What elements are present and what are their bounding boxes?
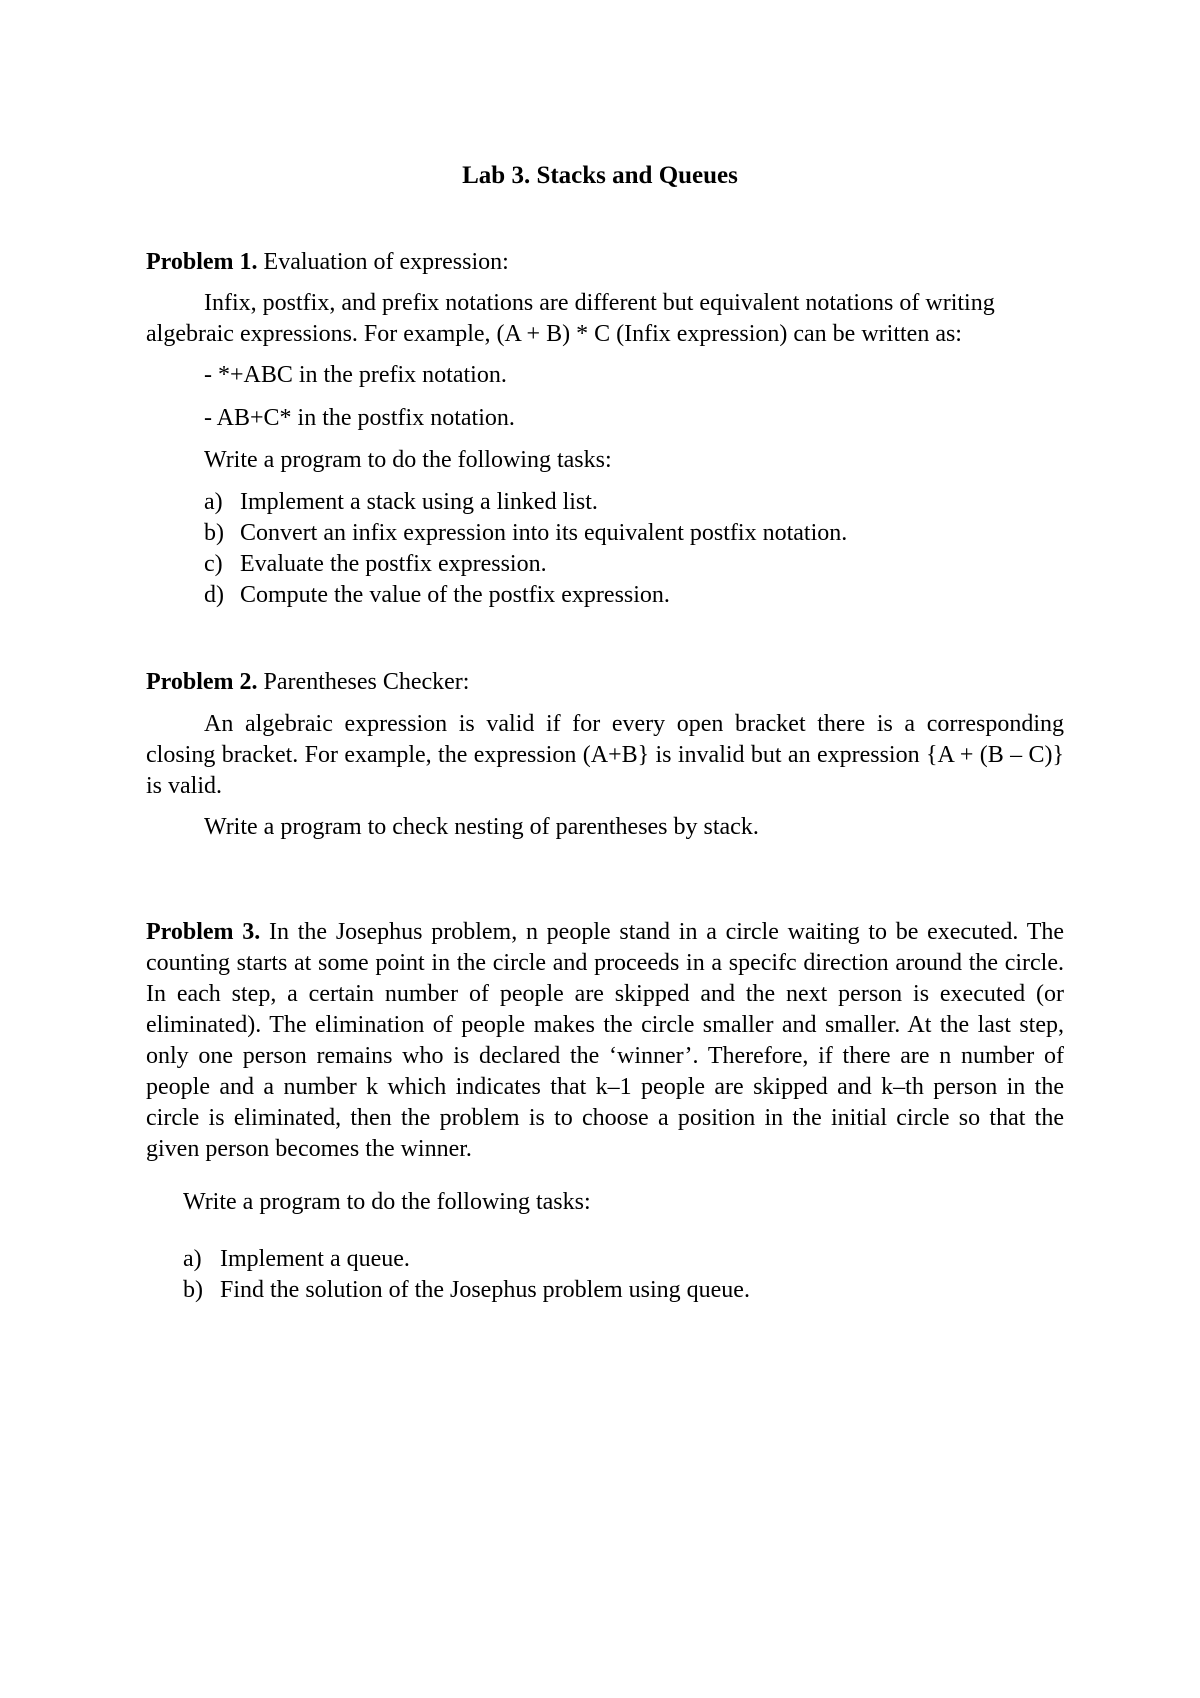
problem-2-label: Problem 2.: [146, 669, 258, 695]
list-item-text: Find the solution of the Josephus problem using queue.: [220, 1277, 750, 1303]
problem-2-task-block: [146, 812, 1064, 843]
list-item-text: Convert an infix expression into its equivalent postfix notation.: [240, 520, 848, 546]
problem-1-label: Problem 1.: [146, 249, 258, 275]
problem-3-task-list-block: [146, 1244, 1064, 1306]
list-item-text: Implement a queue.: [220, 1246, 410, 1272]
problem-1-task-intro-block: [146, 445, 1064, 476]
list-item: [146, 1244, 1064, 1275]
list-marker: a): [183, 1246, 202, 1272]
list-item-text: Implement a stack using a linked list.: [240, 489, 598, 515]
problem-1-title: Evaluation of expression:: [263, 249, 509, 275]
problem-3-task-list: [146, 1244, 1064, 1306]
problem-1-postfix-example: - AB+C* in the postfix notation.: [204, 405, 515, 431]
list-item: [146, 1275, 1064, 1306]
list-item: [146, 580, 1064, 611]
problem-2-section: [146, 667, 1064, 698]
problem-3-task-intro: Write a program to do the following tasks:: [183, 1189, 591, 1215]
problem-3-section: [146, 917, 1064, 1165]
problem-1-intro-line-1: Infix, postfix, and prefix notations are different but equivalent notations of writing: [204, 290, 995, 316]
list-item-text: Compute the value of the postfix expression.: [240, 582, 670, 608]
problem-2-title: Parentheses Checker:: [263, 669, 470, 695]
problem-1-task-list-block: [146, 487, 1064, 611]
problem-3-text: In the Josephus problem, n people stand in a circle waiting to be executed. The counting starts at some point in the circle and proceeds in a specifc direction around the circle. In each step, a certain number of people are skipped and the next person is executed (or eliminated). The elimination of people makes the circle smaller and smaller. At the last step, only one person remains who is declared the ‘winner’. Therefore, if there are n number of people and a number k which indicates that k–1 people are skipped and k–th person in the circle is eliminated, then the problem is to choose a position in the initial circle so that the given person becomes the winner.: [146, 919, 1065, 1162]
problem-1-postfix-example-block: [146, 403, 1064, 434]
problem-1-prefix-example-block: [146, 360, 1064, 391]
list-marker: b): [183, 1277, 203, 1303]
problem-1-prefix-example: - *+ABC in the prefix notation.: [204, 362, 507, 388]
problem-2-body-block: [146, 709, 1064, 802]
list-item: [146, 518, 1064, 549]
list-marker: c): [204, 551, 223, 577]
list-marker: b): [204, 520, 224, 546]
problem-3-body: [146, 917, 1064, 1165]
list-item-text: Evaluate the postfix expression.: [240, 551, 547, 577]
list-item: [146, 549, 1064, 580]
list-item: [146, 487, 1064, 518]
problem-3-label: Problem 3.: [146, 919, 261, 945]
problem-3-task-intro-block: [146, 1187, 1064, 1218]
page-title: Lab 3. Stacks and Queues: [462, 162, 738, 189]
list-marker: d): [204, 582, 224, 608]
problem-1-intro: [146, 288, 1064, 350]
problem-2-heading: [146, 667, 1064, 698]
problem-2-body: An algebraic expression is valid if for every open bracket there is a corresponding closing bracket. For example, the expression (A+B} is invalid but an expression {A + (B – C)} is valid.: [146, 711, 1064, 799]
problem-1-intro-line-2: algebraic expressions. For example, (A + B) * C (Infix expression) can be written as:: [146, 321, 962, 347]
problem-1-task-intro: Write a program to do the following tasks:: [204, 447, 612, 473]
problem-2-task: Write a program to check nesting of parentheses by stack.: [204, 814, 759, 840]
list-marker: a): [204, 489, 223, 515]
problem-1-section: [146, 247, 1064, 278]
problem-1-task-list: [146, 487, 1064, 611]
problem-1-heading: [146, 247, 1064, 278]
